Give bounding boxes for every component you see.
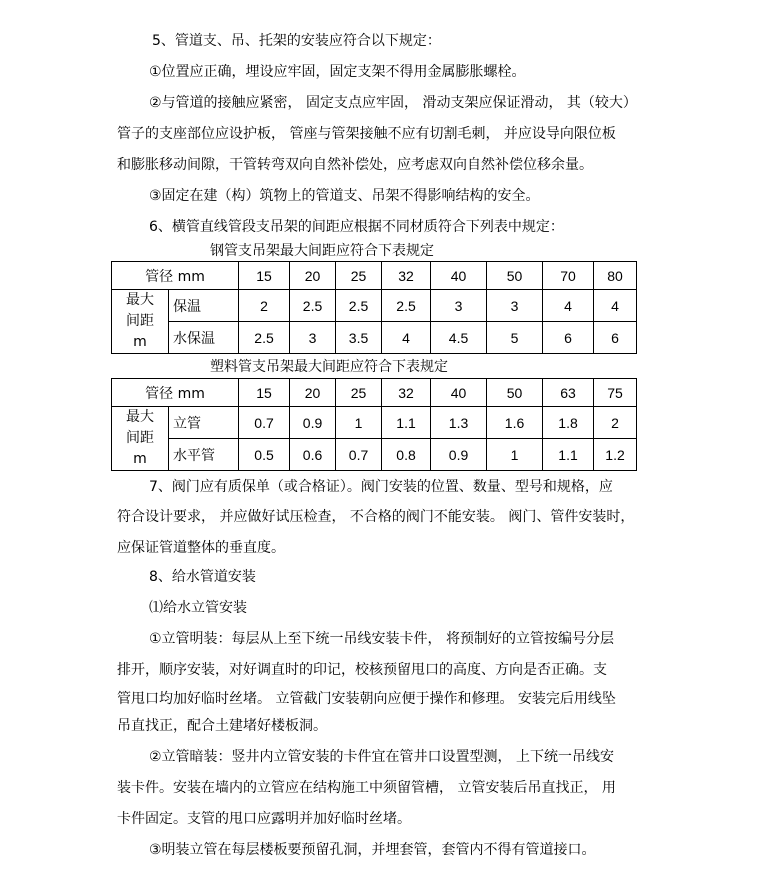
steel-value-cell: 4.5: [431, 322, 487, 354]
para-8-item-1-line-1: ①立管明装：每层从上至下统一吊线安装卡件， 将预制好的立管按编号分层: [149, 631, 614, 647]
steel-value-cell: 2.5: [290, 290, 336, 322]
plastic-value-cell: 0.9: [431, 439, 487, 471]
para-8-sub-heading: ⑴给水立管安装: [149, 600, 247, 616]
steel-value-cell: 2.5: [382, 290, 431, 322]
steel-value-cell: 4: [382, 322, 431, 354]
plastic-diameter-cell: 50: [487, 379, 543, 407]
steel-value-cell: 3: [431, 290, 487, 322]
para-8-item-1-line-3: 管甩口均加好临时丝堵。 立管截门安装朝向应便于操作和修理。 安装完后用线坠: [117, 691, 616, 707]
row-group-label-line: 间距: [126, 430, 154, 446]
plastic-value-cell: 1.8: [543, 407, 594, 439]
steel-diameter-cell: 15: [239, 262, 290, 290]
plastic-value-cell: 1.6: [487, 407, 543, 439]
steel-diameter-cell: 80: [594, 262, 637, 290]
plastic-table-caption: 塑料管支吊架最大间距应符合下表规定: [210, 359, 448, 375]
steel-value-cell: 3.5: [336, 322, 382, 354]
plastic-value-cell: 1.1: [543, 439, 594, 471]
plastic-diameter-cell: 20: [290, 379, 336, 407]
steel-diameter-cell: 32: [382, 262, 431, 290]
plastic-row-vertical: [112, 407, 637, 439]
steel-diameter-cell: 25: [336, 262, 382, 290]
plastic-row-label: 水平管: [169, 439, 239, 471]
plastic-value-cell: 1: [487, 439, 543, 471]
para-7-line-1: 7、阀门应有质保单（或合格证）。阀门安装的位置、数量、型号和规格，应: [149, 479, 613, 495]
plastic-header-label: 管径 mm: [112, 379, 239, 407]
steel-row-label: 水保温: [169, 322, 239, 354]
para-6-heading: 6、横管直线管段支吊架的间距应根据不同材质符合下列表中规定：: [149, 219, 564, 235]
plastic-value-cell: 0.9: [290, 407, 336, 439]
steel-value-cell: 3: [487, 290, 543, 322]
para-5-item-2-line-2: 管子的支座部位应设护板， 管座与管架接触不应有切割毛刺， 并应设导向限位板: [117, 126, 616, 142]
plastic-value-cell: 2: [594, 407, 637, 439]
plastic-value-cell: 1: [336, 407, 382, 439]
para-8-item-2-line-2: 装卡件。安装在墙内的立管应在结构施工中须留管槽， 立管安装后吊直找正， 用: [117, 780, 616, 796]
para-7-line-2: 符合设计要求， 并应做好试压检查， 不合格的阀门不能安装。 阀门、管件安装时，: [117, 509, 635, 525]
plastic-diameter-cell: 15: [239, 379, 290, 407]
steel-header-row: [112, 262, 637, 290]
plastic-row-group-label: [112, 407, 169, 471]
steel-header-label: 管径 mm: [112, 262, 239, 290]
para-8-heading: 8、给水管道安装: [149, 569, 256, 585]
plastic-diameter-cell: 63: [543, 379, 594, 407]
para-5-item-2-line-3: 和膨胀移动间隙，干管转弯双向自然补偿处，应考虑双向自然补偿位移余量。: [117, 157, 593, 173]
para-8-item-3: ③明装立管在每层楼板要预留孔洞，并埋套管，套管内不得有管道接口。: [149, 842, 596, 858]
steel-table-caption: 钢管支吊架最大间距应符合下表规定: [210, 243, 434, 259]
para-5-heading: 5、管道支、吊、托架的安装应符合以下规定：: [152, 33, 441, 49]
row-group-label-line: 最大: [126, 292, 154, 308]
steel-diameter-cell: 20: [290, 262, 336, 290]
para-5-item-2-line-1: ②与管道的接触应紧密， 固定支点应牢固， 滑动支架应保证滑动， 其（较大）: [149, 95, 637, 111]
plastic-value-cell: 0.7: [239, 407, 290, 439]
steel-value-cell: 4: [543, 290, 594, 322]
row-group-label-line: 最大: [126, 409, 154, 425]
plastic-value-cell: 0.6: [290, 439, 336, 471]
steel-diameter-cell: 50: [487, 262, 543, 290]
row-group-label-line: m: [133, 451, 147, 467]
plastic-diameter-cell: 40: [431, 379, 487, 407]
steel-value-cell: 4: [594, 290, 637, 322]
plastic-diameter-cell: 25: [336, 379, 382, 407]
plastic-header-row: [112, 379, 637, 407]
steel-row-water-insulated: [112, 322, 637, 354]
plastic-value-cell: 0.5: [239, 439, 290, 471]
steel-value-cell: 2: [239, 290, 290, 322]
para-7-line-3: 应保证管道整体的垂直度。: [117, 540, 285, 556]
steel-value-cell: 2.5: [336, 290, 382, 322]
para-8-item-1-line-2: 排开，顺序安装，对好调直时的印记，校核预留甩口的高度、方向是否正确。支: [117, 662, 607, 678]
plastic-diameter-cell: 75: [594, 379, 637, 407]
steel-row-group-label: [112, 290, 169, 354]
plastic-spacing-table: [111, 378, 637, 471]
para-5-item-3: ③固定在建（构）筑物上的管道支、吊架不得影响结构的安全。: [149, 188, 540, 204]
steel-row-label: 保温: [169, 290, 239, 322]
row-group-label-line: 间距: [126, 313, 154, 329]
steel-value-cell: 6: [594, 322, 637, 354]
steel-value-cell: 5: [487, 322, 543, 354]
plastic-row-horizontal: [112, 439, 637, 471]
steel-diameter-cell: 70: [543, 262, 594, 290]
para-8-item-2-line-1: ②立管暗装：竖井内立管安装的卡件宜在管井口设置型测， 上下统一吊线安: [149, 749, 614, 765]
plastic-row-label: 立管: [169, 407, 239, 439]
steel-diameter-cell: 40: [431, 262, 487, 290]
para-8-item-1-line-4: 吊直找正，配合土建堵好楼板洞。: [117, 718, 327, 734]
para-5-item-1: ①位置应正确，埋设应牢固，固定支架不得用金属膨胀螺栓。: [149, 64, 526, 80]
plastic-diameter-cell: 32: [382, 379, 431, 407]
steel-value-cell: 6: [543, 322, 594, 354]
plastic-value-cell: 1.3: [431, 407, 487, 439]
plastic-value-cell: 1.2: [594, 439, 637, 471]
steel-row-insulated: [112, 290, 637, 322]
row-group-label-line: m: [133, 334, 147, 350]
steel-value-cell: 3: [290, 322, 336, 354]
steel-spacing-table: [111, 261, 637, 354]
steel-value-cell: 2.5: [239, 322, 290, 354]
plastic-value-cell: 0.7: [336, 439, 382, 471]
plastic-value-cell: 0.8: [382, 439, 431, 471]
para-8-item-2-line-3: 卡件固定。支管的甩口应露明并加好临时丝堵。: [117, 811, 411, 827]
plastic-value-cell: 1.1: [382, 407, 431, 439]
